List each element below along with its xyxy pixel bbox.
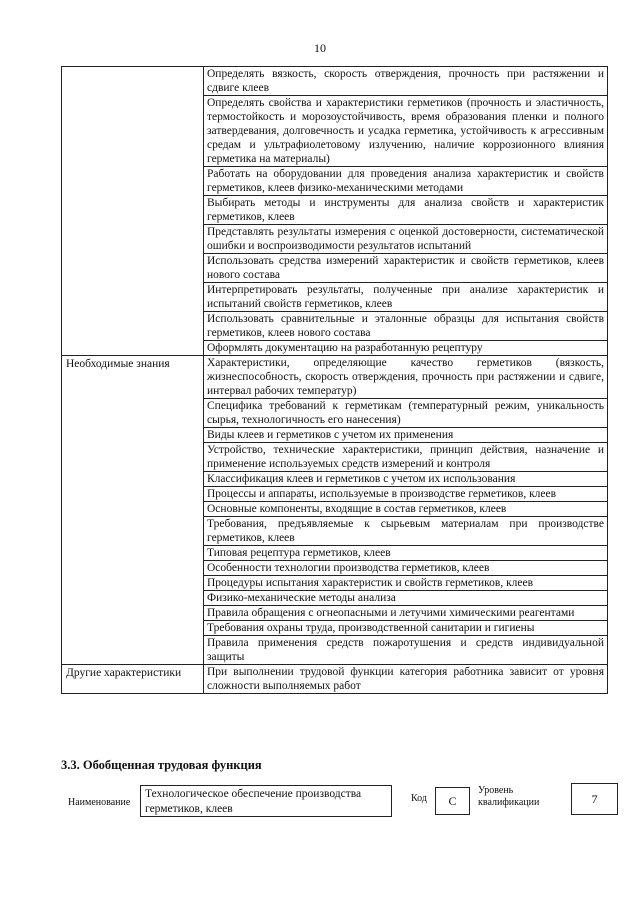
row-text: Процессы и аппараты, используемые в производстве герметиков, клеев	[204, 487, 608, 502]
row-text: Физико-механические методы анализа	[204, 591, 608, 606]
row-text: Основные компоненты, входящие в состав герметиков, клеев	[204, 502, 608, 517]
row-text: Выбирать методы и инструменты для анализа свойств и характеристик герметиков, клеев	[204, 196, 608, 225]
row-text: Процедуры испытания характеристик и свойств герметиков, клеев	[204, 576, 608, 591]
row-text: Устройство, технические характеристики, принцип действия, назначение и применение используемых средств измерений и контроля	[204, 443, 608, 472]
generalized-function-row	[61, 783, 621, 823]
other-row	[62, 665, 608, 694]
knowledge-row	[62, 356, 608, 399]
row-text: Типовая рецептура герметиков, клеев	[204, 546, 608, 561]
requirements-table	[61, 66, 608, 694]
row-text: Виды клеев и герметиков с учетом их применения	[204, 428, 608, 443]
name-value: Технологическое обеспечение производства герметиков, клеев	[140, 785, 392, 817]
row-text: Интерпретировать результаты, полученные при анализе характеристик и испытаний свойств герметиков, клеев	[204, 283, 608, 312]
row-text: Определять вязкость, скорость отверждения, прочность при растяжении и сдвиге клеев	[204, 67, 608, 96]
row-text: Работать на оборудовании для проведения анализа характеристик и свойств герметиков, клеев физико-механическими методами	[204, 167, 608, 196]
row-text: Характеристики, определяющие качество герметиков (вязкость, жизнеспособность, скорость отверждения, прочность при растяжении и сдвиге, интервал рабочих температур)	[204, 356, 608, 399]
name-label: Наименование	[68, 797, 131, 808]
row-text: Использовать средства измерений характеристик и свойств герметиков, клеев нового состава	[204, 254, 608, 283]
qualification-level-label: Уровень квалификации	[478, 785, 540, 808]
row-label: Необходимые знания	[62, 356, 204, 665]
row-text: Представлять результаты измерения с оценкой достоверности, систематической ошибки и воспроизводимости результатов испытаний	[204, 225, 608, 254]
row-text: Классификация клеев и герметиков с учетом их использования	[204, 472, 608, 487]
row-text: Требования охраны труда, производственной санитарии и гигиены	[204, 621, 608, 636]
row-text: Специфика требований к герметикам (температурный режим, уникальность сырья, технологичность его нанесения)	[204, 399, 608, 428]
row-text: Использовать сравнительные и эталонные образцы для испытания свойств герметиков, клеев нового состава	[204, 312, 608, 341]
code-label: Код	[411, 793, 427, 804]
section-title: 3.3. Обобщенная трудовая функция	[61, 758, 262, 772]
row-text: При выполнении трудовой функции категория работника зависит от уровня сложности выполняемых работ	[204, 665, 608, 694]
row-label: Другие характеристики	[62, 665, 204, 694]
row-text: Правила обращения с огнеопасными и летучими химическими реагентами	[204, 606, 608, 621]
row-label	[62, 67, 204, 356]
skill-row	[62, 67, 608, 96]
row-text: Оформлять документацию на разработанную рецептуру	[204, 341, 608, 356]
row-text: Требования, предъявляемые к сырьевым материалам при производстве герметиков, клеев	[204, 517, 608, 546]
row-text: Особенности технологии производства герметиков, клеев	[204, 561, 608, 576]
row-text: Определять свойства и характеристики герметиков (прочность и эластичность, термостойкость и морозоустойчивость, время образования пленки и полного затвердевания, долговечность и усадка герметика, устойчивость к агрессивным средам и ультрафиолетовому излучению, наличие коррозионного влияния герметика на материалы)	[204, 96, 608, 167]
page-number: 10	[314, 41, 326, 55]
row-text: Правила применения средств пожаротушения и средств индивидуальной защиты	[204, 636, 608, 665]
qualification-level-value: 7	[571, 783, 618, 815]
code-value: C	[435, 787, 470, 815]
